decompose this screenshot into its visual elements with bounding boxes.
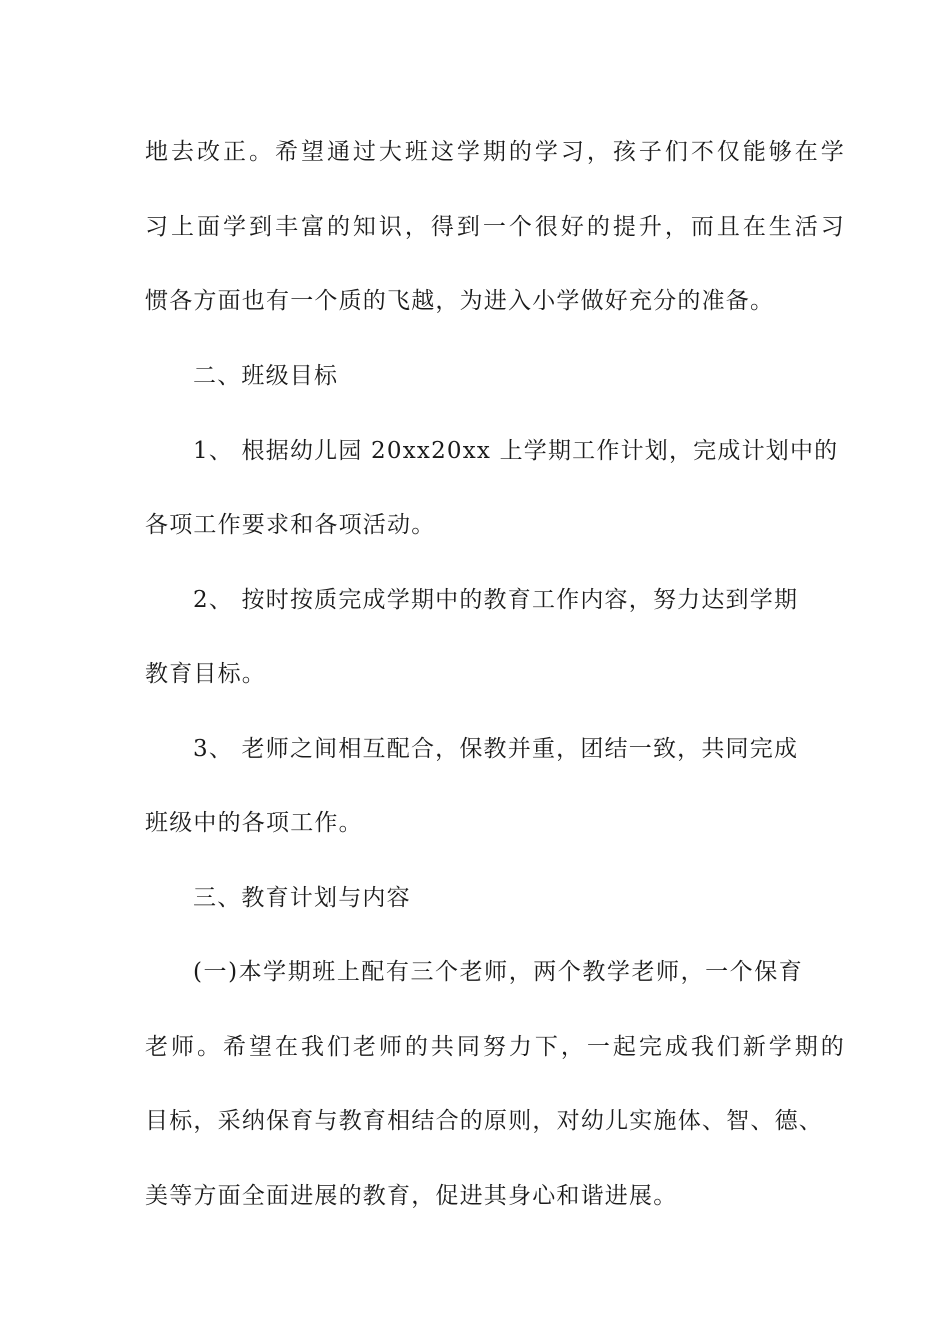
paragraph-line: 美等方面全面进展的教育，促进其身心和谐进展。 <box>145 1183 678 1209</box>
paragraph-line: 习上面学到丰富的知识，得到一个很好的提升，而且在生活习 <box>145 214 845 240</box>
paragraph-line: (一)本学期班上配有三个老师，两个教学老师，一个保育 <box>193 959 803 985</box>
paragraph-line: 目标，采纳保育与教育相结合的原则，对幼儿实施体、智、德、 <box>145 1108 823 1134</box>
list-item: 3、 老师之间相互配合，保教并重，团结一致，共同完成 <box>193 736 799 762</box>
section-heading: 二、班级目标 <box>193 363 339 389</box>
paragraph-line: 惯各方面也有一个质的飞越，为进入小学做好充分的准备。 <box>145 288 775 314</box>
section-heading: 三、教育计划与内容 <box>193 885 411 911</box>
paragraph-line: 老师。希望在我们老师的共同努力下，一起完成我们新学期的 <box>145 1034 845 1060</box>
paragraph-line: 地去改正。希望通过大班这学期的学习，孩子们不仅能够在学 <box>145 139 845 165</box>
paragraph-line: 班级中的各项工作。 <box>145 810 363 836</box>
list-item: 1、 根据幼儿园 20xx20xx 上学期工作计划，完成计划中的 <box>193 438 839 464</box>
list-item: 2、 按时按质完成学期中的教育工作内容，努力达到学期 <box>193 587 799 613</box>
paragraph-line: 教育目标。 <box>145 661 266 687</box>
paragraph-line: 各项工作要求和各项活动。 <box>145 512 436 538</box>
